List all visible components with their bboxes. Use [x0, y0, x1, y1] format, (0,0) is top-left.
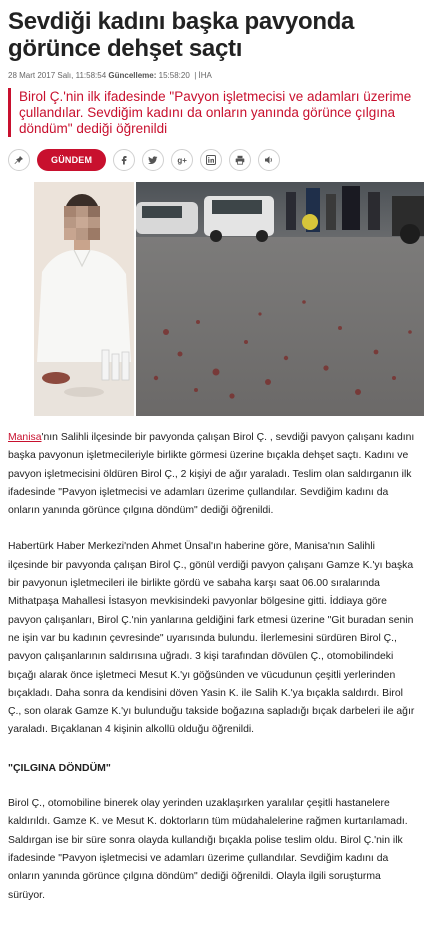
updated-label: Güncelleme: — [108, 71, 157, 80]
paragraph-3: Birol Ç., otomobiline binerek olay yerinden uzaklaşırken yaralılar çeşitli hastanelere kaldırıldı. Gamze K. ve Mesut K. doktorların tüm müdahalelerine rağmen kurtarılamadı. Saldırgan ise bir süre sonra olayda kullandığı bıçakla polise teslim oldu. Birol Ç.'nin ilk ifadesinde "Pavyon işletmecisi ve adamları üzerime çullandılar. Sevdiğim kadını da onların yanında görünce çılgına döndüm" dediği öğrenildi. Olayla ilgili soruşturma sürüyor. — [8, 798, 408, 901]
news-photo — [34, 182, 424, 416]
twitter-icon[interactable] — [142, 149, 164, 171]
suspect-photo — [34, 182, 134, 416]
paragraph-1 — [8, 429, 417, 520]
crime-scene-photo — [136, 182, 424, 416]
news-source: İHA — [198, 71, 212, 80]
category-gundem-button[interactable]: GÜNDEM — [37, 149, 106, 171]
article-spot: Birol Ç.'nin ilk ifadesinde "Pavyon işletmecisi ve adamları üzerime çullandılar. Sevdiğim kadını da onların yanında görünce çılgına döndüm" dediği öğrenildi — [8, 88, 417, 137]
linkedin-icon[interactable] — [200, 149, 222, 171]
article-body — [8, 429, 417, 905]
print-icon[interactable] — [229, 149, 251, 171]
share-toolbar — [8, 149, 417, 171]
facebook-icon[interactable] — [113, 149, 135, 171]
googleplus-icon[interactable]: g+ — [171, 149, 193, 171]
paragraph-1-text: 'nın Salihli ilçesinde bir pavyonda çalışan Birol Ç. , sevdiği pavyon çalışanı kadını başka pavyonun işletmecileriyle birlikte görmesi üzerine bıçakla dehşet saçtı. Kadını ve pavyon işletmecisini öldüren Birol Ç., 2 kişiyi de ağır yaraladı. Teslim olan saldırganın ilk ifadesinde "Pavyon işletmecisi ve adamları üzerime çullandılar. Sevdiğim kadını da onların yanında görünce çılgına döndüm" dediği öğrenildi. — [8, 432, 415, 517]
subheading: "ÇILGINA DÖNDÜM" — [8, 761, 111, 774]
pin-icon[interactable] — [8, 149, 30, 171]
audio-icon[interactable] — [258, 149, 280, 171]
publish-date: 28 Mart 2017 Salı, 11:58:54 — [8, 71, 107, 80]
article-meta: 28 Mart 2017 Salı, 11:58:54 Güncelleme: 15:58:20 | İHA — [8, 71, 212, 80]
updated-time: 15:58:20 — [158, 71, 190, 80]
article-title: Sevdiği kadını başka pavyonda görünce dehşet saçtı — [8, 8, 355, 62]
manisa-link[interactable]: Manisa — [8, 432, 42, 443]
paragraph-2: Habertürk Haber Merkezi'nden Ahmet Ünsal'ın haberine göre, Manisa'nın Salihli ilçesinde bir pavyonda çalışan Birol Ç., gönül verdiği pavyon çalışanı Gamze K.'yı başka bir pavyonun işletmecileri ile birlikte gördü ve sabaha karşı saat 06.00 sıralarında Mithatpaşa Mahallesi İstasyon mevkisindeki pavyonlar bölgesine gitti. İddiaya göre pavyon çalışanları, Birol Ç.'nin yanlarına geldiğini fark etmesi üzerine "Git buradan senin ne işin var bu kadının çevresinde" uyarısında bulundu. İlerlemesini sürdüren Birol Ç., pavyon çalışanlarının saldırısına uğradı. 3 kişi tarafından dövülen Ç., otomobilindeki bıçağı alarak önce işletmeci Mesut K.'yı göğsünden ve vücudunun çeşitli yerlerinden bıçakladı. Daha sonra da kendisini döven Yasin K. ile Salih K.'ya bıçakla saldırdı. Birol Ç., son olarak Gamze K.'yı bulunduğu takside boğazına sapladığı bıçak darbeleri ile ağır yaraladı. Bıçaklanan 4 kişinin alkollü olduğu öğrenildi. — [8, 541, 415, 736]
